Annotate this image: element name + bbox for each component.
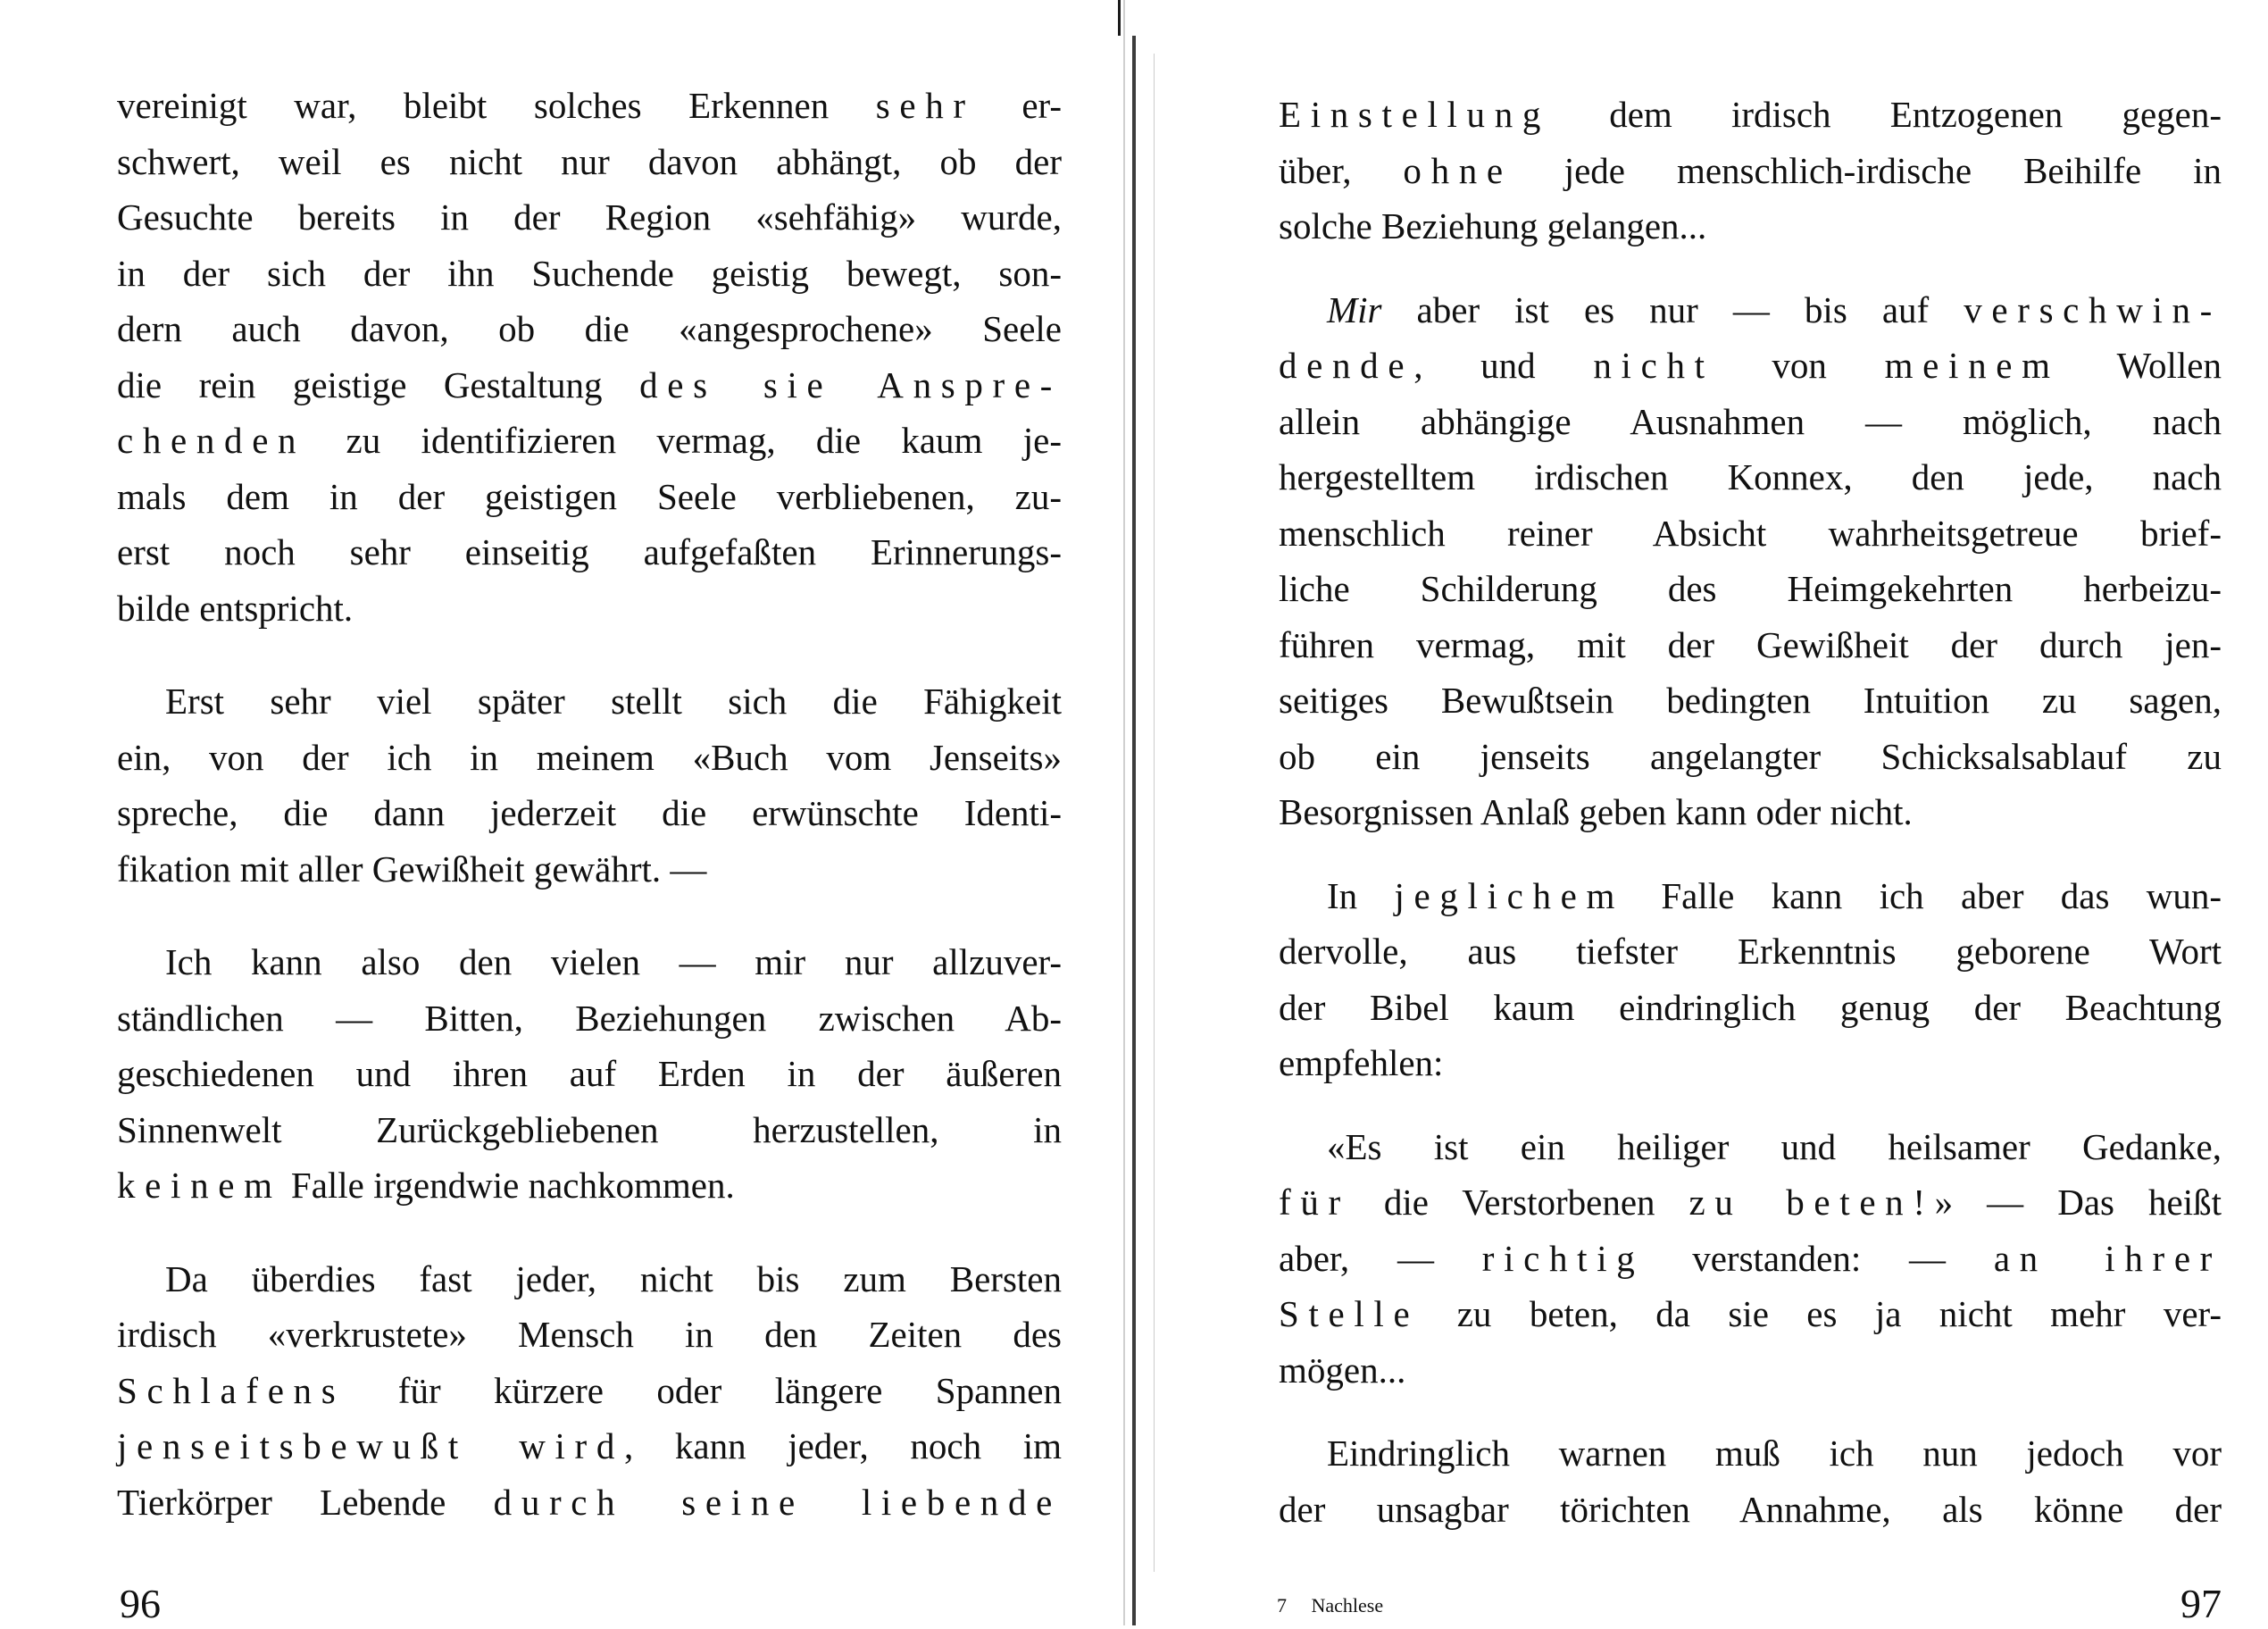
signature-title: Nachlese: [1311, 1594, 1384, 1616]
text-line: [117, 469, 1062, 525]
text-line: [1279, 561, 2222, 617]
text-segment: für kürzere oder längere Spannen: [345, 1369, 1062, 1411]
text-line: [1279, 617, 2222, 673]
text-line: [1279, 143, 2222, 199]
text-segment: zu beten, da sie es ja nicht mehr ver-: [1419, 1293, 2222, 1334]
text-segment: der Bibel kaum eindringlich genug der Beachtung: [1279, 986, 2222, 1028]
text-segment: er-: [974, 85, 1063, 126]
emphasized-text: Stelle: [1279, 1293, 1420, 1334]
text-segment: «Es ist ein heiliger und heilsamer Gedanke,: [1327, 1125, 2222, 1167]
text-segment: irdisch «verkrustete» Mensch in den Zeiten des: [117, 1314, 1062, 1355]
text-line: [1279, 338, 2222, 394]
emphasized-text: jenseitsbewußt wird: [117, 1425, 624, 1466]
text-segment: fikation mit aller Gewißheit gewährt. —: [117, 848, 707, 890]
text-line: [117, 189, 1062, 246]
text-line: [1279, 672, 2222, 729]
text-segment: ein, von der ich in meinem «Buch vom Jenseits»: [117, 736, 1062, 778]
emphasized-text: richtig: [1481, 1237, 1645, 1279]
text-line: [1279, 980, 2222, 1036]
signature-number: 7: [1277, 1594, 1287, 1616]
paragraph: [1279, 282, 2222, 840]
text-segment: jede menschlich-irdische Beihilfe in: [1512, 149, 2222, 191]
right-page: [1152, 0, 2268, 1625]
text-line: [1279, 784, 2222, 840]
text-line: [117, 1363, 1062, 1419]
text-segment: Gesuchte bereits in der Region «sehfähig» wurde,: [117, 196, 1062, 238]
text-segment: solche Beziehung gelangen...: [1279, 205, 1707, 246]
text-line: [117, 1307, 1062, 1363]
text-segment: dervolle, aus tiefster Erkenntnis geborene Wort: [1279, 931, 2222, 972]
text-segment: geschiedenen und ihren auf Erden in der äußeren: [117, 1053, 1062, 1094]
text-segment: der unsagbar törichten Annahme, als könne der: [1279, 1488, 2222, 1530]
text-segment: seitiges Bewußtsein bedingten Intuition zu sagen,: [1279, 680, 2222, 721]
text-segment: hergestelltem irdischen Konnex, den jede, nach: [1279, 456, 2222, 497]
page-number-left: 96: [120, 1581, 161, 1626]
italic-text: Mir: [1327, 288, 1382, 330]
text-segment: In: [1327, 874, 1395, 916]
text-segment: zu identifizieren vermag, die kaum je-: [305, 420, 1062, 461]
text-line: [117, 730, 1062, 786]
printer-signature: [1277, 1592, 1383, 1619]
text-line: [1279, 1174, 2222, 1231]
text-line: [1279, 1425, 2222, 1482]
text-line: [1279, 1482, 2222, 1538]
text-line: [117, 785, 1062, 841]
text-line: [117, 357, 1062, 414]
text-line: [117, 301, 1062, 357]
text-line: [117, 1474, 1062, 1531]
paragraph: [1279, 1119, 2222, 1399]
left-page: [0, 0, 1134, 1625]
book-gutter: [1132, 36, 1136, 1625]
emphasized-text: chenden: [117, 420, 306, 461]
text-segment: empfehlen:: [1279, 1042, 1444, 1083]
text-line: [117, 673, 1062, 730]
text-segment: Besorgnissen Anlaß geben kann oder nicht.: [1279, 791, 1913, 832]
text-line: [117, 413, 1062, 469]
text-segment: führen vermag, mit der Gewißheit der durch jen-: [1279, 623, 2222, 665]
emphasized-text: nicht: [1593, 345, 1714, 386]
text-line: [1279, 449, 2222, 505]
text-segment: , kann jeder, noch im: [624, 1425, 1062, 1466]
left-page-text: [117, 78, 1062, 1530]
text-segment: spreche, die dann jederzeit die erwünschte Identi-: [117, 792, 1062, 833]
text-segment: aber ist es nur — bis auf: [1381, 288, 1964, 330]
text-segment: Falle kann ich aber das wun-: [1624, 874, 2222, 916]
paragraph: [117, 1251, 1062, 1531]
text-segment: schwert, weil es nicht nur davon abhängt, ob der: [117, 140, 1062, 182]
text-segment: die Verstorbenen: [1349, 1182, 1689, 1223]
text-segment: Falle irgendwie nachkommen.: [281, 1165, 735, 1206]
emphasized-text: jeglichem: [1394, 874, 1625, 916]
text-segment: mögen...: [1279, 1349, 1406, 1391]
gutter-shadow: [1123, 0, 1125, 1625]
text-line: [117, 1251, 1062, 1307]
text-line: [1279, 87, 2222, 143]
text-line: [1279, 1286, 2222, 1342]
text-line: [1279, 1035, 2222, 1091]
text-line: [1279, 394, 2222, 450]
text-segment: Erst sehr viel später stellt sich die Fähigkeit: [165, 681, 1062, 722]
text-segment: Eindringlich warnen muß ich nun jedoch vor: [1327, 1433, 2222, 1474]
text-segment: von: [1714, 345, 1885, 386]
text-line: [117, 581, 1062, 637]
text-segment: in der sich der ihn Suchende geistig bewegt, son-: [117, 252, 1062, 294]
text-segment: dem irdisch Entzogenen gegen-: [1550, 94, 2222, 135]
text-line: [117, 134, 1062, 190]
emphasized-text: meinem: [1884, 345, 2060, 386]
text-line: [1279, 923, 2222, 980]
text-segment: dern auch davon, ob die «angesprochene» Seele: [117, 308, 1062, 349]
gutter-mark: [1118, 0, 1121, 36]
text-line: [117, 1157, 1062, 1214]
text-segment: Ich kann also den vielen — mir nur allzuver-: [165, 941, 1062, 982]
emphasized-text: sehr: [875, 85, 975, 126]
page-number-right: 97: [2180, 1581, 2222, 1626]
paragraph: [1279, 868, 2222, 1091]
text-line: [1279, 868, 2222, 924]
emphasized-text: des sie Anspre-: [639, 363, 1062, 405]
text-segment: mals dem in der geistigen Seele verbliebenen, zu-: [117, 475, 1062, 517]
text-segment: aber, —: [1279, 1237, 1482, 1279]
text-segment: die rein geistige Gestaltung: [117, 363, 640, 405]
text-line: [117, 246, 1062, 302]
paragraph: [117, 78, 1062, 636]
text-segment: » — Das heißt: [1934, 1182, 2222, 1223]
text-segment: liche Schilderung des Heimgekehrten herbeizu-: [1279, 568, 2222, 609]
text-segment: , und: [1413, 345, 1594, 386]
text-line: [117, 1102, 1062, 1158]
text-line: [117, 934, 1062, 990]
paragraph: [117, 673, 1062, 897]
text-segment: erst noch sehr einseitig aufgefaßten Erinnerungs-: [117, 531, 1062, 572]
text-line: [117, 841, 1062, 898]
emphasized-text: für: [1279, 1182, 1350, 1223]
right-page-text: [1279, 87, 2222, 1537]
paragraph: [117, 934, 1062, 1214]
paragraph: [1279, 1425, 2222, 1537]
text-segment: Tierkörper Lebende: [117, 1481, 494, 1523]
text-line: [117, 990, 1062, 1047]
emphasized-text: keinem: [117, 1165, 282, 1206]
text-segment: verstanden: —: [1644, 1237, 1994, 1279]
text-segment: allein abhängige Ausnahmen — möglich, nach: [1279, 400, 2222, 442]
text-segment: Sinnenwelt Zurückgebliebenen herzustellen, in: [117, 1108, 1062, 1150]
text-line: [117, 524, 1062, 581]
emphasized-text: verschwin-: [1964, 288, 2222, 330]
text-line: [1279, 1119, 2222, 1175]
emphasized-text: an ihrer: [1993, 1237, 2222, 1279]
emphasized-text: zu beten!: [1688, 1182, 1935, 1223]
text-line: [1279, 198, 2222, 255]
text-segment: vereinigt war, bleibt solches Erkennen: [117, 85, 876, 126]
emphasized-text: Schlafens: [117, 1369, 346, 1411]
text-segment: Wollen: [2059, 345, 2222, 386]
text-segment: menschlich reiner Absicht wahrheitsgetreue brief-: [1279, 512, 2222, 554]
text-segment: über,: [1279, 149, 1404, 191]
text-line: [1279, 282, 2222, 338]
emphasized-text: durch seine liebende: [493, 1481, 1062, 1523]
text-segment: ständlichen — Bitten, Beziehungen zwischen Ab-: [117, 997, 1062, 1039]
text-line: [1279, 1342, 2222, 1399]
emphasized-text: ohne: [1403, 149, 1513, 191]
text-line: [117, 1418, 1062, 1474]
paragraph: [1279, 87, 2222, 255]
text-segment: bilde entspricht.: [117, 587, 354, 629]
emphasized-text: dende: [1279, 345, 1414, 386]
text-segment: ob ein jenseits angelangter Schicksalsablauf zu: [1279, 735, 2222, 777]
text-line: [117, 78, 1062, 134]
text-line: [117, 1046, 1062, 1102]
text-line: [1279, 729, 2222, 785]
text-line: [1279, 505, 2222, 562]
text-line: [1279, 1231, 2222, 1287]
emphasized-text: Einstellung: [1279, 94, 1551, 135]
text-segment: Da überdies fast jeder, nicht bis zum Bersten: [165, 1257, 1062, 1299]
